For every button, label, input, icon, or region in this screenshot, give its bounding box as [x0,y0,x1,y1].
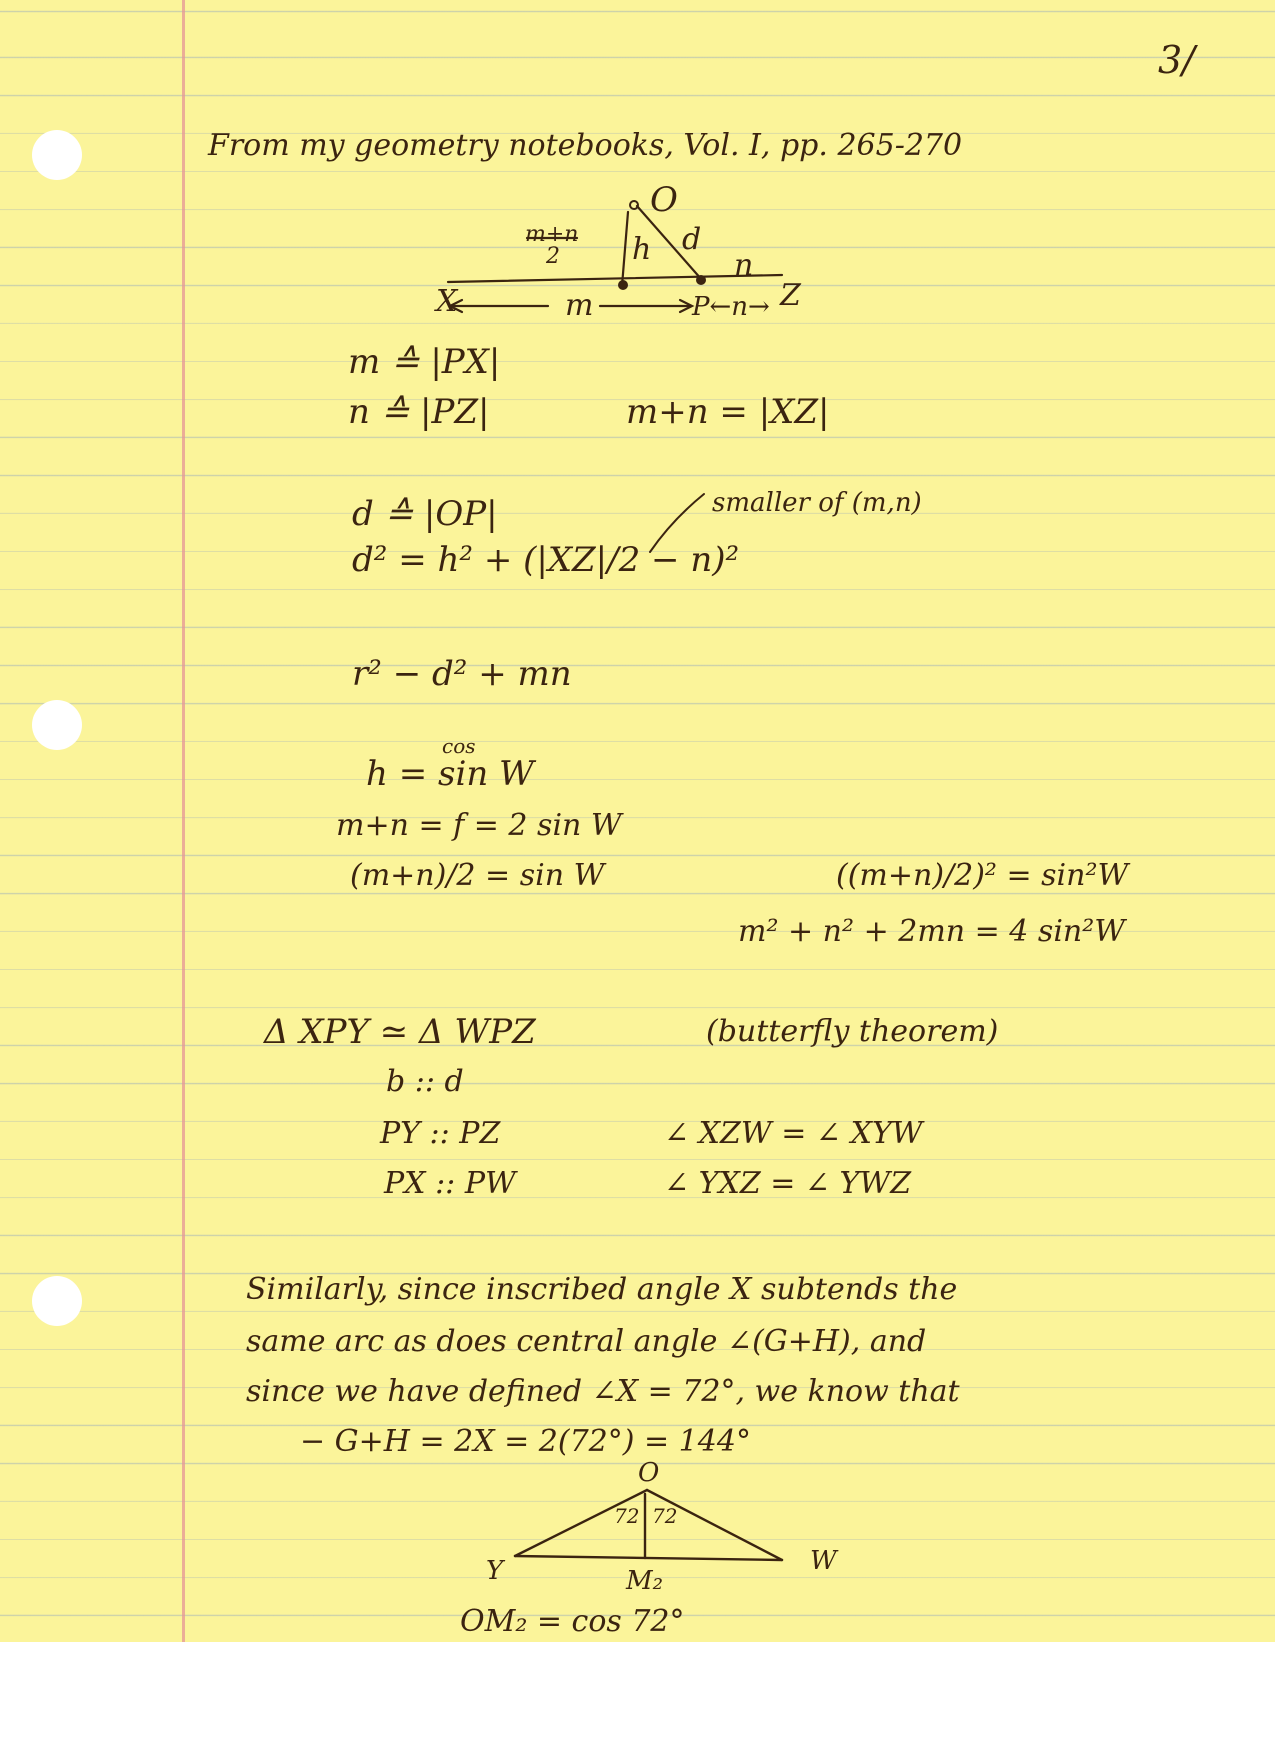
paragraph-line-1: Similarly, since inscribed angle X subtends the [246,1272,958,1307]
label-d: d [682,222,702,257]
note-smaller: smaller of (m,n) [712,488,922,518]
angle-equality-1: ∠ XZW = ∠ XYW [664,1116,923,1151]
def-half-sum-squared: ((m+n)/2)² = sin²W [836,858,1129,893]
ratio-b-d: b :: d [386,1064,464,1099]
tri-label-m2: M₂ [626,1566,664,1596]
label-m-plus-n: m+n [525,222,579,247]
header-note: From my geometry notebooks, Vol. I, pp. 265-270 [208,128,963,163]
page-number: 3/ [1158,38,1195,82]
label-p-n: P←n→ [692,292,770,322]
tri-angle-left: 72 [614,1504,640,1528]
tri-label-o: O [638,1458,660,1488]
tri-caption: OM₂ = cos 72° [460,1604,685,1639]
def-half-sum: (m+n)/2 = sin W [350,858,605,893]
def-m: m ≙ |PX| [348,342,501,382]
label-z: Z [780,278,801,313]
ratio-px-pw: PX :: PW [384,1166,516,1201]
def-f: m+n = f = 2 sin W [336,808,622,843]
def-m-plus-n: m+n = |XZ| [626,392,830,432]
def-d-squared: d² = h² + (|XZ|/2 − n)² [352,540,740,580]
ratio-py-pz: PY :: PZ [380,1116,501,1151]
paragraph-line-3: since we have defined ∠X = 72°, we know that [246,1374,960,1409]
angle-equality-2: ∠ YXZ = ∠ YWZ [664,1166,912,1201]
def-r-squared: r² − d² + mn [352,654,572,694]
label-o: O [650,180,678,220]
paragraph-line-2: same arc as does central angle ∠(G+H), and [246,1324,927,1359]
base-yw [515,1556,782,1560]
def-h: h = sin W [366,754,534,794]
butterfly-note: (butterfly theorem) [706,1014,999,1049]
tri-angle-right: 72 [652,1504,678,1528]
triangle-similarity: Δ XPY ≃ Δ WPZ [264,1012,536,1052]
annotation-cos: cos [442,734,476,758]
tri-label-y: Y [486,1556,504,1586]
def-n: n ≙ |PZ| [348,392,490,432]
def-d: d ≙ |OP| [352,494,498,534]
tri-label-w: W [810,1546,837,1576]
label-n: n [734,248,754,283]
def-expansion: m² + n² + 2mn = 4 sin²W [738,914,1126,949]
label-x: X [436,284,458,319]
label-m: m [565,288,594,323]
paragraph-line-4: − G+H = 2X = 2(72°) = 144° [300,1424,751,1459]
label-h: h [632,232,652,267]
label-two: 2 [546,244,560,269]
